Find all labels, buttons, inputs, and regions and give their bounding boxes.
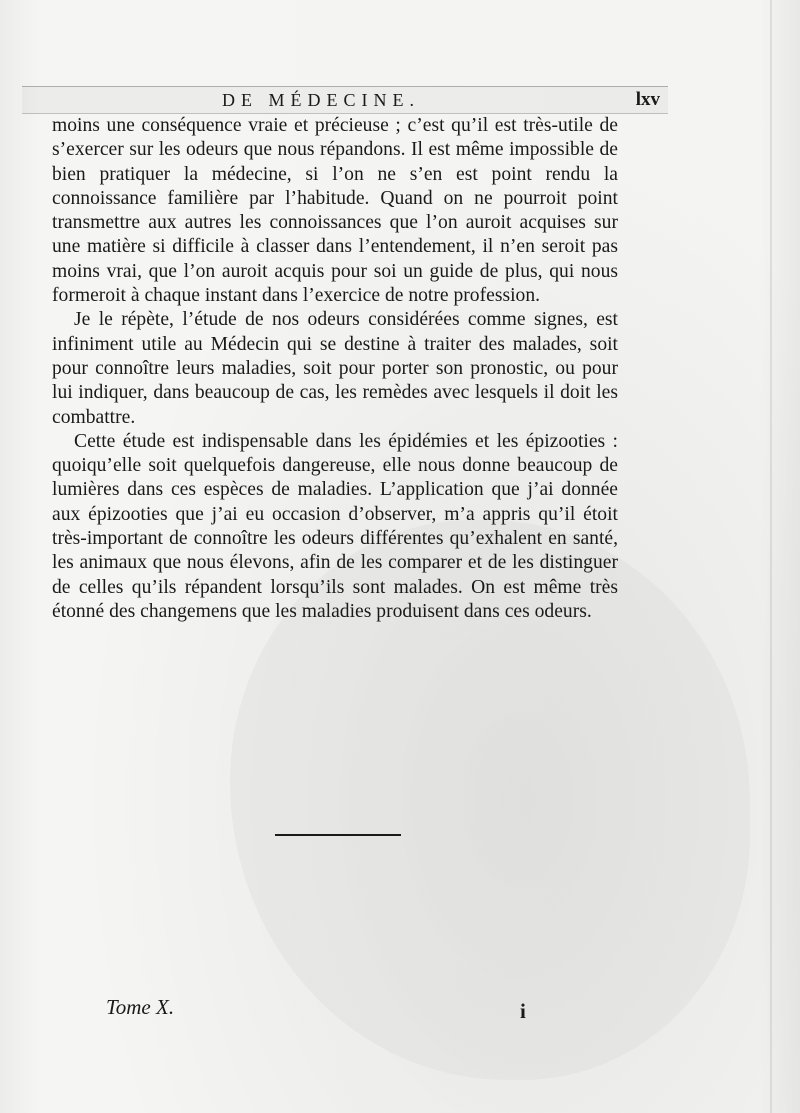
page-number: lxv xyxy=(635,89,660,110)
section-end-rule xyxy=(275,834,401,836)
running-header xyxy=(22,86,668,114)
running-head-title: DE MÉDECINE. xyxy=(222,90,420,110)
paragraph-continuation: moins une conséquence vraie et précieuse ; c’est qu’il est très-utile de s’exercer sur les odeurs que nous répandons. Il est même impossible de bien pratiquer la médecine, si l’on ne s’en est point rendu la connoissance familière par l’habitude. Quand on ne pourroit point transmettre aux autres les connoissances que l’on auroit acquises sur une matière si difficile à classer dans l’entendement, il n’en seroit pas moins vrai, que l’on auroit acquis pour soi un guide de plus, qui nous formeroit à chaque instant dans l’exercice de notre profession. xyxy=(52,115,618,307)
body-text xyxy=(52,114,618,624)
volume-label: Tome X. xyxy=(106,995,175,1019)
page-edge-shadow xyxy=(770,0,772,1113)
paragraph-epizooties: Cette étude est indispensable dans les épidémies et les épizooties : quoiqu’elle soit quelquefois dangereuse, elle nous donne beaucoup de lumières dans ces espèces de maladies. L’application que j’ai donnée aux épizooties que j’ai eu occasion d’observer, m’a appris qu’il étoit très-important de connoître les odeurs différentes qu’exhalent en santé, les animaux que nous élevons, afin de les comparer et de les distinguer de celles qu’ils répandent lorsqu’ils sont malades. On est même très étonné des changemens que les maladies produisent dans ces odeurs. xyxy=(52,430,618,622)
signature-mark: i xyxy=(520,999,526,1023)
paragraph-signes: Je le répète, l’étude de nos odeurs considérées comme signes, est infiniment utile au Médecin qui se destine à traiter des malades, soit pour connoître leurs maladies, soit pour porter son pronostic, ou pour lui indiquer, dans beaucoup de cas, les remèdes avec lesquels il doit les combattre. xyxy=(52,309,618,428)
